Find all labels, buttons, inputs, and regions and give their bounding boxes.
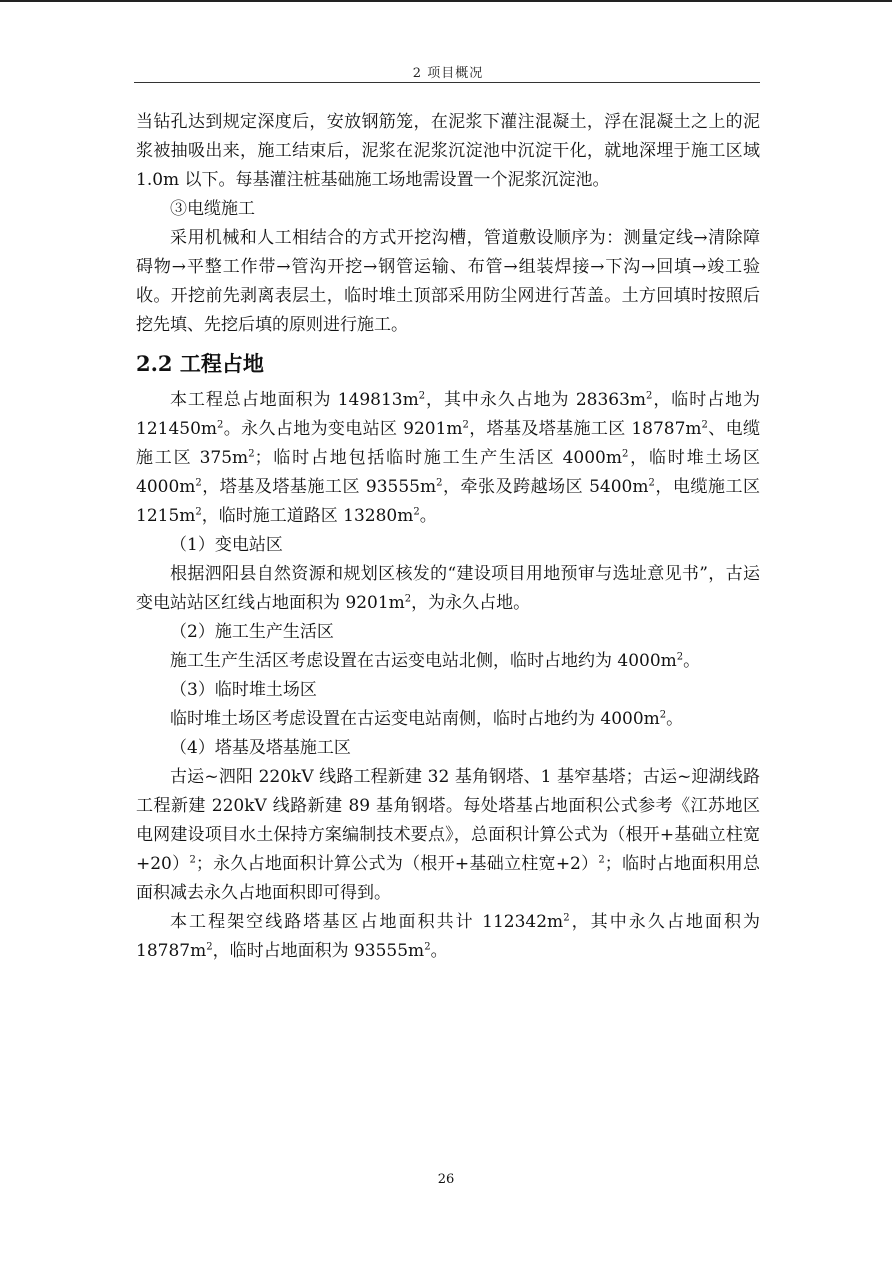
paragraph-tower-foundation-area: 古运~泗阳 220kV 线路工程新建 32 基角钢塔、1 基窄基塔；古运~迎湖线路工程新建 220kV 线路新建 89 基角钢塔。每处塔基占地面积公式参考《江苏地区电网建设项目水土保持方案编制技术要点》，总面积计算公式为（根开+基础立柱宽+20）$^2$；永久占地面积计算公式为（根开+基础立柱宽+2）$^2$；临时占地面积用总面积减去永久占地面积即可得到。 [136, 767, 760, 903]
item-temporary-soil-area: （3）临时堆土场区 [170, 680, 317, 700]
paragraph-construction-living-area: 施工生产生活区考虑设置在古运变电站北侧，临时占地约为 $4000m^2$。 [170, 651, 701, 671]
paragraph-tower-area-summary: 本工程架空线路塔基区占地面积共计 $112342m^2$，其中永久占地面积为 $18787m^2$，临时占地面积为 $93555m^2$。 [136, 912, 761, 961]
item-tower-foundation-area: （4）塔基及塔基施工区 [170, 738, 351, 758]
top-border [0, 0, 892, 2]
item-substation-area: （1）变电站区 [170, 535, 283, 555]
header-divider [134, 82, 760, 83]
paragraph-bored-pile: 当钻孔达到规定深度后，安放钢筋笼，在泥浆下灌注混凝土，浮在混凝土之上的泥浆被抽吸出来，施工结束后，泥浆在泥浆沉淀池中沉淀干化，就地深埋于施工区域 1.0m 以下。每基灌注桩基础施工场地需设置一个泥浆沉淀池。 [136, 112, 760, 190]
item-cable-construction: ③电缆施工 [170, 199, 255, 219]
paragraph-substation-area: 根据泗阳县自然资源和规划区核发的“建设项目用地预审与选址意见书”，古运变电站站区红线占地面积为 $9201m^2$，为永久占地。 [136, 564, 760, 613]
paragraph-land-area: 本工程总占地面积为 $149813m^2$，其中永久占地为 $28363m^2$，临时占地为 $121450m^2$。永久占地为变电站区 $9201m^2$，塔基及塔基施工区 $18787m^2$、电缆施工区 $375m^2$；临时占地包括临时施工生产生活区 $4000m^2$，临时堆土场区 $4000m^2$，塔基及塔基施工区 $93555m^2$，牵张及跨越场区 $5400m^2$，电缆施工区 $1215m^2$，临时施工道路区 $13280m^2$。 [136, 390, 761, 526]
item-construction-living-area: （2）施工生产生活区 [170, 622, 334, 642]
paragraph-temporary-soil-area: 临时堆土场区考虑设置在古运变电站南侧，临时占地约为 $4000m^2$。 [170, 709, 684, 729]
page-body [136, 108, 760, 966]
page-number: 26 [437, 1172, 455, 1187]
section-heading-land-use: 2.2 工程占地 [136, 351, 264, 376]
running-header: 2 项目概况 [412, 66, 484, 81]
paragraph-cable-procedure: 采用机械和人工相结合的方式开挖沟槽，管道敷设顺序为：测量定线→清除障碍物→平整工作带→管沟开挖→钢管运输、布管→组装焊接→下沟→回填→竣工验收。开挖前先剥离表层土，临时堆土顶部采用防尘网进行苫盖。土方回填时按照后挖先填、先挖后填的原则进行施工。 [136, 228, 760, 335]
